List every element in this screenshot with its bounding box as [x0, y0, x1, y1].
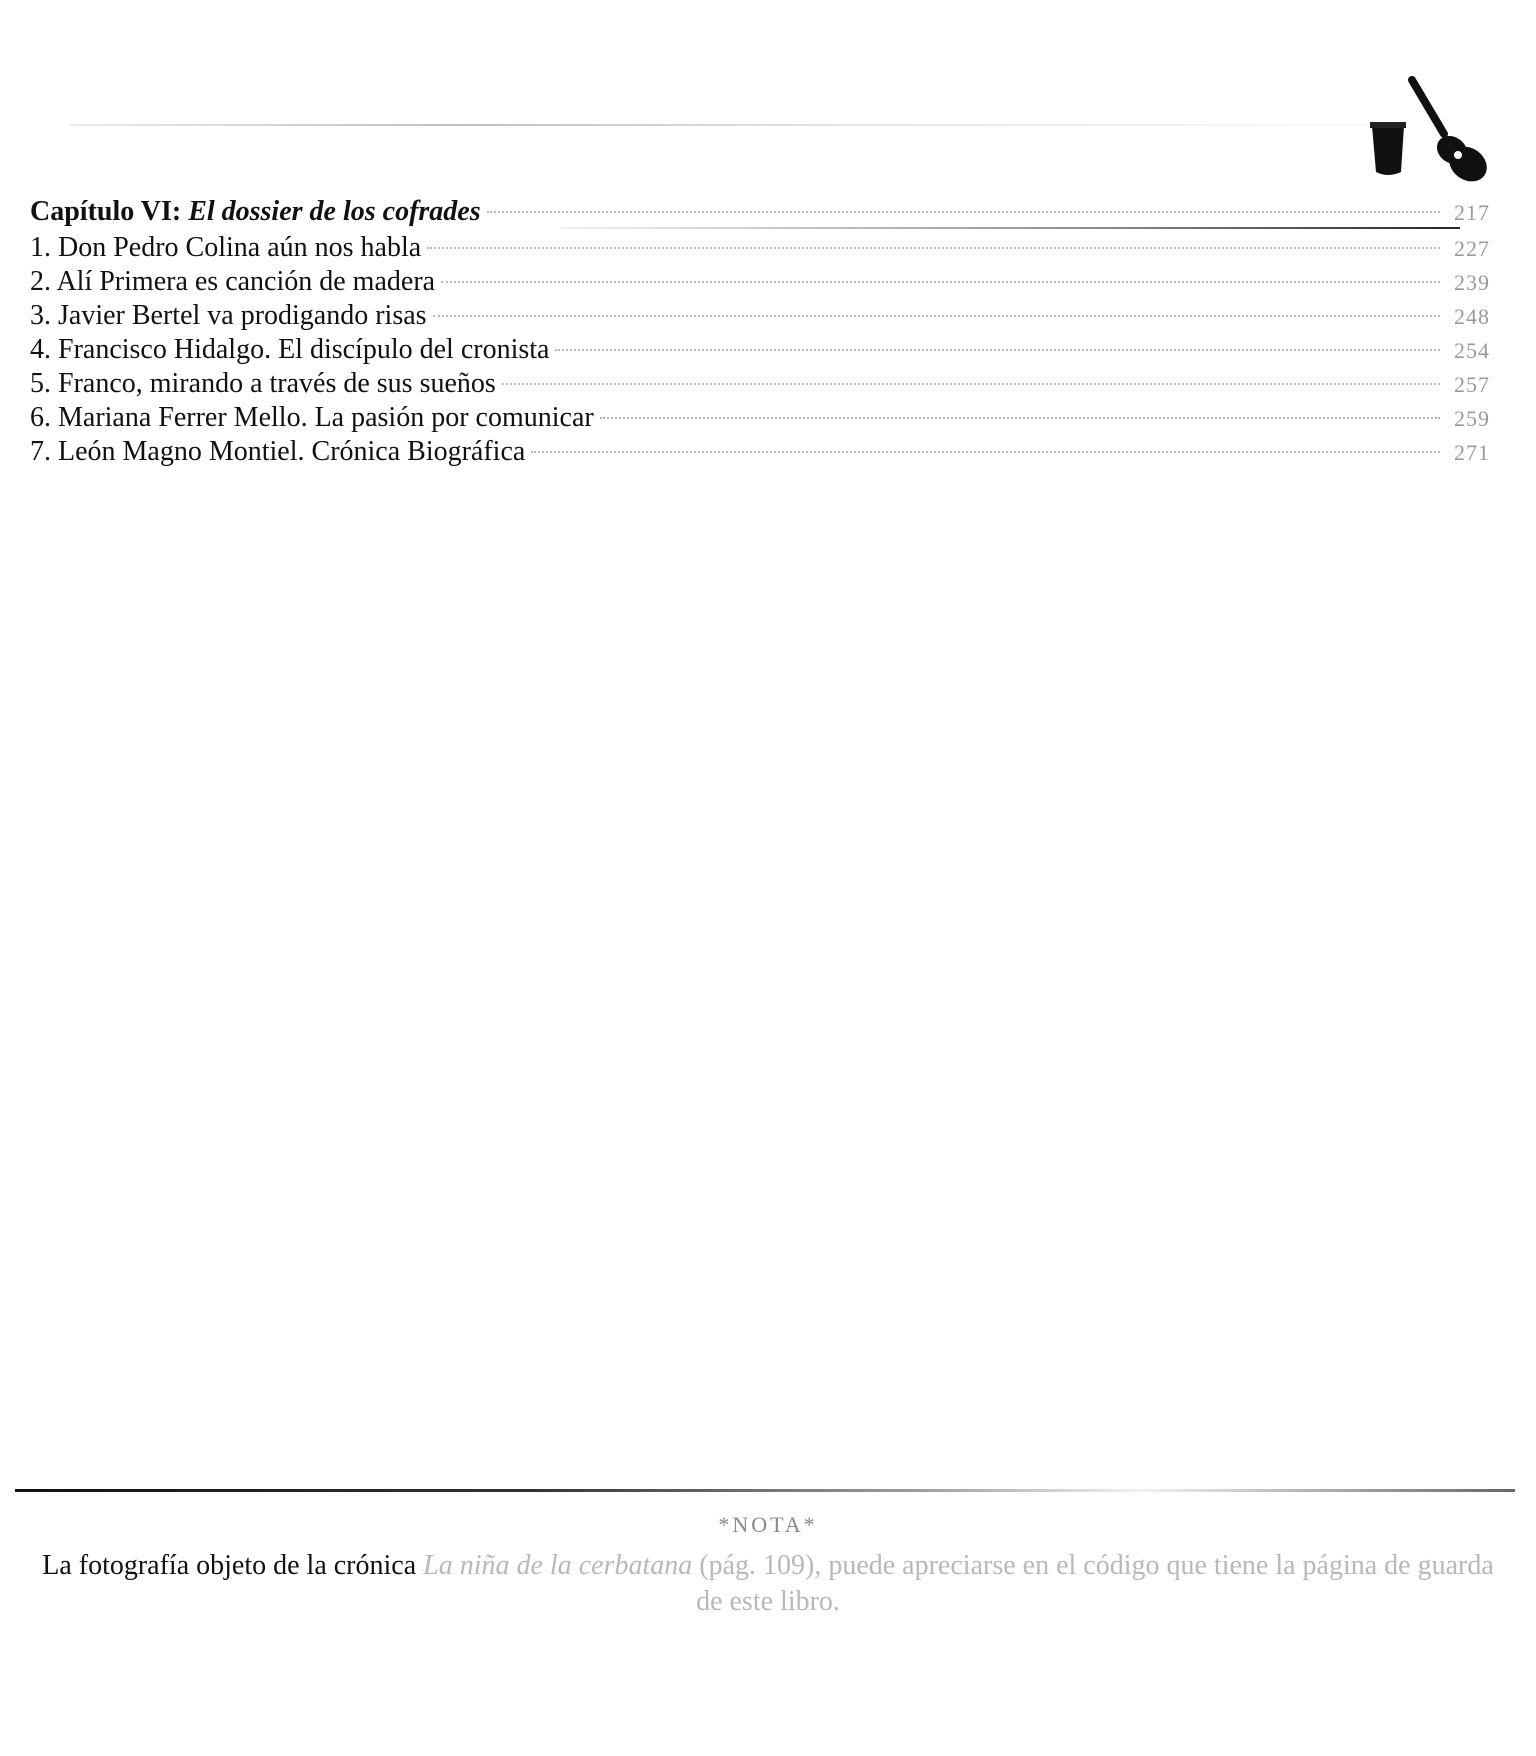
note-text-start: La fotografía objeto de la crónica — [42, 1550, 424, 1581]
chapter-prefix: Capítulo VI: — [30, 196, 182, 227]
table-of-contents — [30, 195, 1490, 469]
toc-entry-label: 5. Franco, mirando a través de sus sueños — [30, 368, 496, 399]
chapter-heading — [30, 195, 481, 229]
toc-entry-page: 254 — [1454, 338, 1490, 363]
toc-entry — [30, 231, 1490, 265]
toc-entry — [30, 401, 1490, 435]
toc-entry-label: 2. Alí Primera es canción de madera — [30, 266, 436, 297]
note-title: *NOTA* — [718, 1512, 818, 1537]
dot-leader — [487, 211, 1440, 213]
toc-entry-page: 248 — [1454, 304, 1490, 329]
note-text-italic: La niña de la cerbatana — [423, 1550, 693, 1581]
chapter-title: El dossier de los cofrades — [188, 196, 481, 227]
toc-entry-page: 239 — [1454, 270, 1490, 295]
dot-leader — [600, 417, 1440, 419]
chapter-heading-row — [30, 195, 1490, 229]
toc-entry-page: 271 — [1454, 440, 1490, 465]
toc-entry-label: 1. Don Pedro Colina aún nos habla — [30, 232, 422, 263]
toc-entry — [30, 367, 1490, 401]
dot-leader — [502, 383, 1440, 385]
dot-leader — [433, 315, 1440, 317]
dot-leader — [555, 349, 1440, 351]
footnote-rule — [15, 1489, 1515, 1492]
header-rule — [70, 124, 1370, 126]
toc-entry — [30, 333, 1490, 367]
toc-entry-label: 6. Mariana Ferrer Mello. La pasión por comunicar — [30, 402, 594, 433]
toc-entry-page: 227 — [1454, 236, 1490, 261]
toc-entry — [30, 435, 1490, 469]
toc-entry-label: 4. Francisco Hidalgo. El discípulo del cronista — [30, 334, 550, 365]
toc-entry-page: 259 — [1454, 406, 1490, 431]
chapter-page-number: 217 — [1454, 200, 1490, 225]
toc-entry — [30, 299, 1490, 333]
dot-leader — [427, 247, 1440, 249]
guitar-and-drum-icon — [1368, 76, 1488, 196]
toc-entry — [30, 265, 1490, 299]
toc-entry-label: 3. Javier Bertel va prodigando risas — [30, 300, 427, 331]
note-text — [28, 1548, 1508, 1620]
chapter-rule — [560, 227, 1460, 229]
note-text-end: (pág. 109), puede apreciarse en el código que tiene la página de guarda de este libro. — [692, 1550, 1494, 1617]
dot-leader — [441, 281, 1440, 283]
toc-entry-label: 7. León Magno Montiel. Crónica Biográfica — [30, 436, 526, 467]
toc-entry-page: 257 — [1454, 372, 1490, 397]
dot-leader — [531, 451, 1440, 453]
